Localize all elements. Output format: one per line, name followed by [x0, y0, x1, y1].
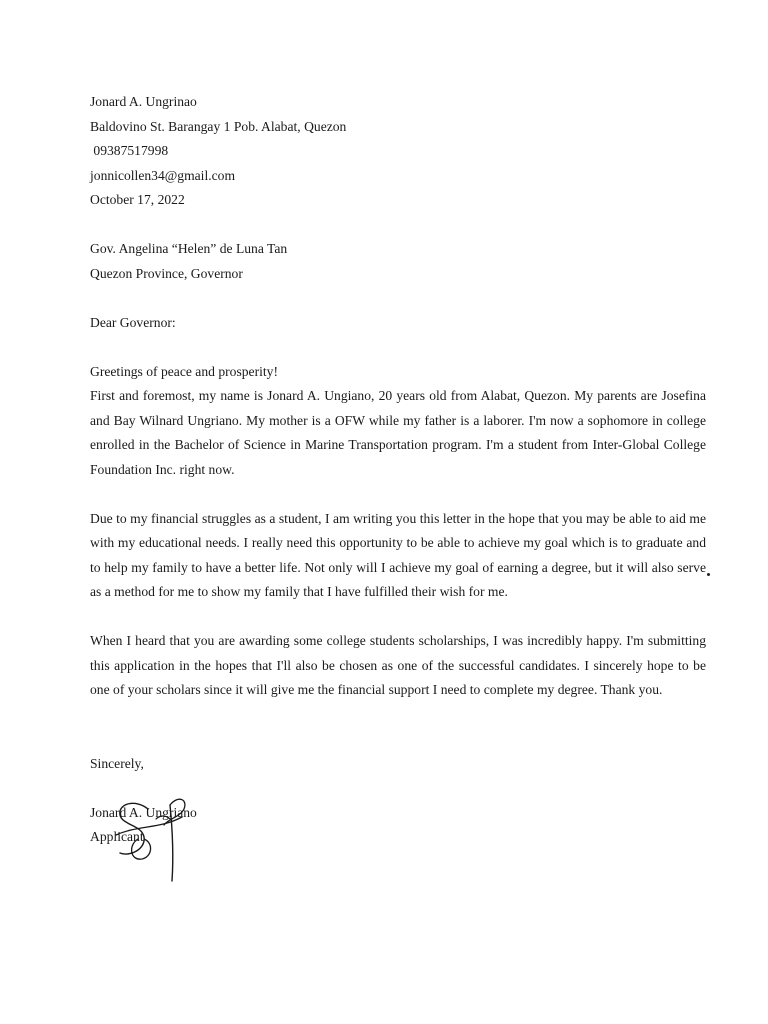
sender-email: jonnicollen34@gmail.com [90, 167, 236, 183]
recipient-title: Quezon Province, Governor [90, 265, 243, 281]
spacer [90, 776, 706, 801]
signature-block [90, 801, 706, 850]
spacer [90, 335, 706, 360]
spacer [90, 286, 706, 311]
body-paragraph-need: Due to my financial struggles as a student, I am writing you this letter in the hope that you may be able to aid me with my educational needs. I really need this opportunity to be able to achieve my goal which is to graduate and to help my family to have a better life. Not only will I achieve my goal of earning a degree, but it will also serve as a method for me to show my family that I have fulfilled their wish for me. [90, 510, 706, 599]
sender-phone: 09387517998 [90, 143, 169, 158]
letter-page [90, 90, 706, 850]
signatory-name: Jonard A. Ungriano [90, 804, 197, 820]
spacer [90, 727, 706, 752]
spacer [90, 213, 706, 238]
body-paragraph-intro: First and foremost, my name is Jonard A. Ungiano, 20 years old from Alabat, Quezon. My parents are Josefina and Bay Wilnard Ungriano. My mother is a OFW while my father is a laborer. I'm now a sophomore in college enrolled in the Bachelor of Science in Marine Transportation program. I'm a student from Inter-Global College Foundation Inc. right now. [90, 388, 706, 477]
signatory-role: Applicant [90, 829, 144, 844]
letter-date: October 17, 2022 [90, 192, 185, 207]
valediction: Sincerely, [90, 755, 144, 771]
salutation: Dear Governor: [90, 314, 176, 330]
spacer [90, 605, 706, 630]
spacer [90, 482, 706, 507]
stray-dot-mark [707, 573, 710, 576]
greeting: Greetings of peace and prosperity! [90, 363, 278, 379]
recipient-name: Gov. Angelina “Helen” de Luna Tan [90, 241, 288, 256]
sender-address: Baldovino St. Barangay 1 Pob. Alabat, Quezon [90, 118, 347, 134]
body-paragraph-request: When I heard that you are awarding some college students scholarships, I was incredibly happy. I'm submitting this application in the hopes that I'll also be chosen as one of the successful candidates. I sincerely hope to be one of your scholars since it will give me the financial support I need to complete my degree. Thank you. [90, 633, 706, 697]
sender-name: Jonard A. Ungrinao [90, 94, 197, 109]
spacer [90, 703, 706, 728]
